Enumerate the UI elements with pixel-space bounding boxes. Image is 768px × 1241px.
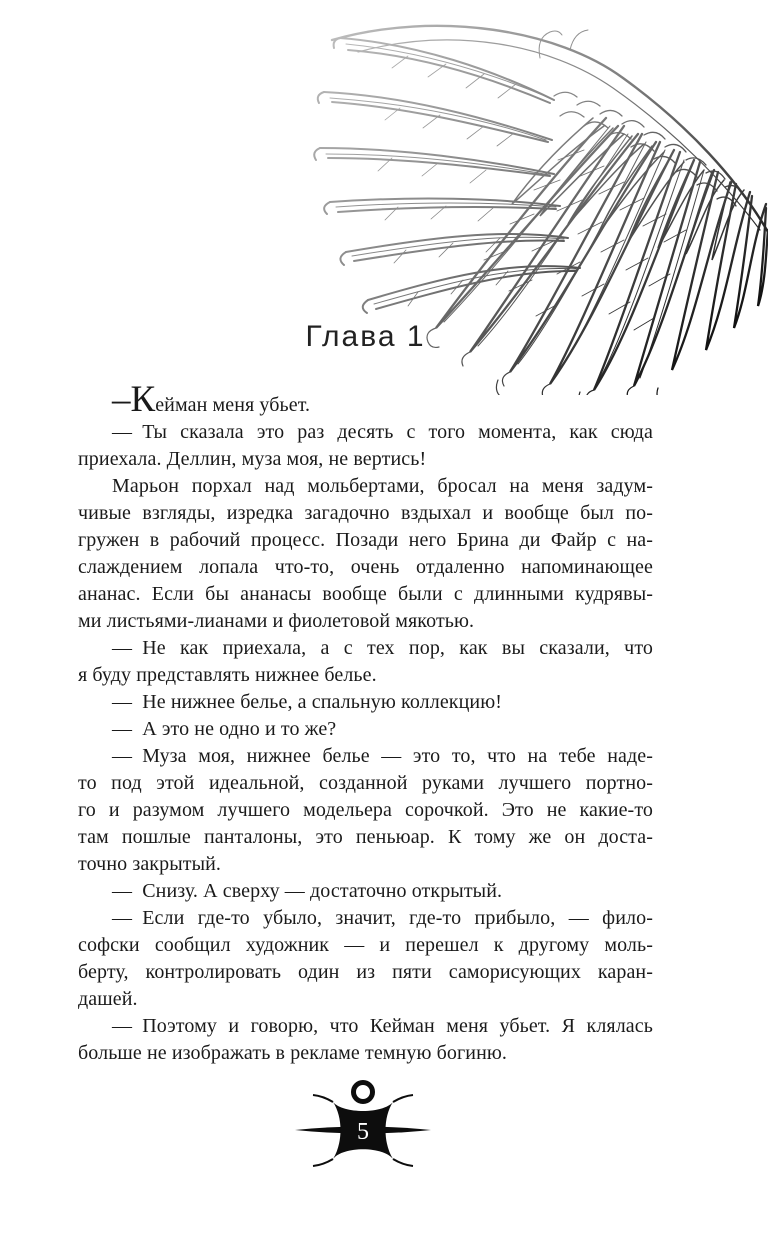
text-line: — Не как приехала, а с тех пор, как вы сказали, что: [112, 637, 653, 659]
text-line: берту, контролировать один из пяти саморисующих каран-: [78, 961, 653, 983]
paragraph: [78, 473, 653, 635]
text-line: там пошлые панталоны, это пеньюар. К тому же он доста-: [78, 826, 653, 848]
paragraph: [78, 743, 653, 878]
paragraph: [78, 905, 653, 1013]
text-line: дашей.: [78, 988, 138, 1010]
chapter-heading: Глава 1: [305, 320, 426, 353]
text-line: софски сообщил художник — и перешел к другому моль-: [78, 934, 653, 956]
initial-letter: К: [130, 379, 156, 420]
text-line: гружен в рабочий процесс. Позади него Брина ди Файр с на-: [78, 529, 653, 551]
paragraph: [78, 716, 653, 743]
paragraph: [78, 689, 653, 716]
text-line: — Поэтому и говорю, что Кейман меня убьет. Я клялась: [112, 1015, 653, 1037]
text-line: приехала. Деллин, муза моя, не вертись!: [78, 448, 427, 470]
text-line: — Ты сказала это раз десять с того момента, как сюда: [112, 421, 653, 443]
paragraph: [78, 1013, 653, 1067]
text-line: точно закрытый.: [78, 853, 222, 875]
text-line: чивые взгляды, изредка загадочно вздыхал и вообще был по-: [78, 502, 653, 524]
text-line: Марьон порхал над мольбертами, бросал на меня задум-: [112, 475, 653, 497]
paragraph: [78, 419, 653, 473]
text-line: — Не нижнее белье, а спальную коллекцию!: [112, 691, 503, 713]
opening-dash: –: [112, 379, 131, 420]
text-line: ми листьями-лианами и фиолетовой мякотью.: [78, 610, 475, 632]
text-line: — Муза моя, нижнее белье — это то, что на тебе наде-: [112, 745, 653, 767]
text-line: — Если где-то убыло, значит, где-то прибыло, — фило-: [112, 907, 653, 929]
ornament-ring-top-icon: [354, 1083, 373, 1102]
text-line: больше не изображать в рекламе темную богиню.: [78, 1042, 508, 1064]
body-text: [78, 379, 653, 1067]
text-line: — А это не одно и то же?: [112, 718, 337, 740]
text-line: я буду представлять нижнее белье.: [78, 664, 377, 686]
paragraph: [78, 635, 653, 689]
text-line: го и разумом лучшего модельера сорочкой. Это не какие-то: [78, 799, 653, 821]
page-number-ornament: [293, 1078, 433, 1188]
page-number: 5: [357, 1119, 369, 1145]
paragraph: [78, 379, 653, 420]
text-line: ананас. Если бы ананасы вообще были с длинными кудрявы-: [78, 583, 653, 605]
paragraph: [78, 878, 653, 905]
text-line: –Кейман меня убьет.: [112, 379, 311, 420]
text-line: то под этой идеальной, созданной руками лучшего портно-: [78, 772, 653, 794]
text-line: — Снизу. А сверху — достаточно открытый.: [112, 880, 503, 902]
text-line: слаждением лопала что-то, очень отдаленно напоминающее: [78, 556, 653, 578]
